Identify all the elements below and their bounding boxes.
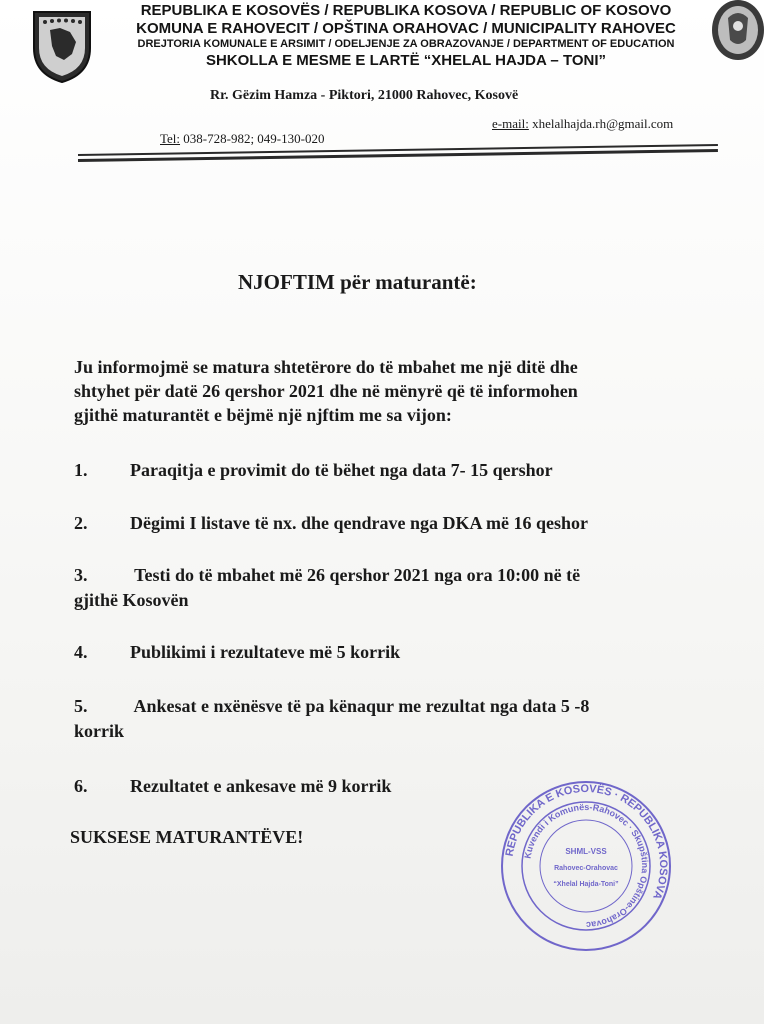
list-item-text: Ankesat e nxënësve të pa kënaqur me rezultat nga data 5 -8 [130, 696, 590, 716]
intro-line-2: shtyhet për datë 26 qershor 2021 dhe në mënyrë që të informohen [74, 381, 578, 401]
list-item-text: Publikimi i rezultateve më 5 korrik [130, 642, 401, 662]
list-item-number: 4. [74, 642, 88, 662]
list-item [74, 460, 553, 481]
official-stamp-icon [500, 780, 672, 952]
list-item-number: 1. [74, 460, 88, 480]
school-address: Rr. Gëzim Hamza - Piktori, 21000 Rahovec, Kosovë [210, 88, 519, 103]
list-item-number: 2. [74, 513, 88, 533]
list-item [74, 696, 589, 717]
list-item-text: Rezultatet e ankesave më 9 korrik [130, 776, 392, 796]
list-item-number: 3. [74, 565, 88, 585]
list-item-continuation: gjithë Kosovën [74, 590, 189, 610]
header-school-name: SHKOLLA E MESME E LARTË “XHELAL HAJDA – TONI” [205, 52, 607, 69]
stamp-inner-text: Kuvendi i Komunës-Rahovec · Skupština Opštine-Orahovac [522, 801, 651, 931]
kosovo-emblem-icon [30, 8, 94, 84]
header-municipality: KOMUNA E RAHOVECIT / OPŠTINA ORAHOVAC / MUNICIPALITY RAHOVEC [136, 20, 676, 37]
stamp-center-mid: Rahovec-Orahovac [554, 865, 618, 872]
closing-greeting: SUKSESE MATURANTËVE! [70, 827, 304, 847]
email-label: e-mail: [492, 116, 529, 131]
list-item-text: Dëgimi I listave të nx. dhe qendrave nga DKA më 16 qeshor [130, 513, 588, 533]
list-item-continuation: korrik [74, 721, 125, 741]
list-item-text: Testi do të mbahet më 26 qershor 2021 nga ora 10:00 në të [130, 565, 581, 585]
header-republic: REPUBLIKA E KOSOVËS / REPUBLIKA KOSOVA / REPUBLIC OF KOSOVO [140, 2, 672, 19]
telephone-label: Tel: [160, 131, 181, 146]
intro-line-3: gjithë maturantët e bëjmë një njftim me sa vijon: [74, 405, 452, 425]
stamp-center-bottom: “Xhelal Hajda-Toni” [553, 881, 619, 888]
list-item [74, 776, 391, 797]
email-value: xhelalhajda.rh@gmail.com [528, 116, 674, 131]
list-item-number: 6. [74, 776, 88, 796]
notice-title: NJOFTIM për maturantë: [238, 270, 477, 294]
header-department: DREJTORIA KOMUNALE E ARSIMIT / ODELJENJE ZA OBRAZOVANJE / DEPARTMENT OF EDUCATION [137, 38, 675, 50]
list-item-text: Paraqitja e provimit do të bëhet nga data 7- 15 qershor [130, 460, 553, 480]
list-item [74, 565, 580, 586]
email [492, 116, 673, 132]
stamp-outer-text: REPUBLIKA E KOSOVËS · REPUBLIKA KOSOVA [503, 782, 670, 901]
stamp-center-top: SHML-VSS [565, 847, 607, 856]
list-item [74, 642, 400, 663]
list-item-number: 5. [74, 696, 88, 716]
intro-line-1: Ju informojmë se matura shtetërore do të mbahet me një ditë dhe [74, 357, 578, 377]
telephone [160, 131, 324, 147]
list-item [74, 513, 588, 534]
telephone-value: 038-728-982; 049-130-020 [180, 131, 325, 146]
